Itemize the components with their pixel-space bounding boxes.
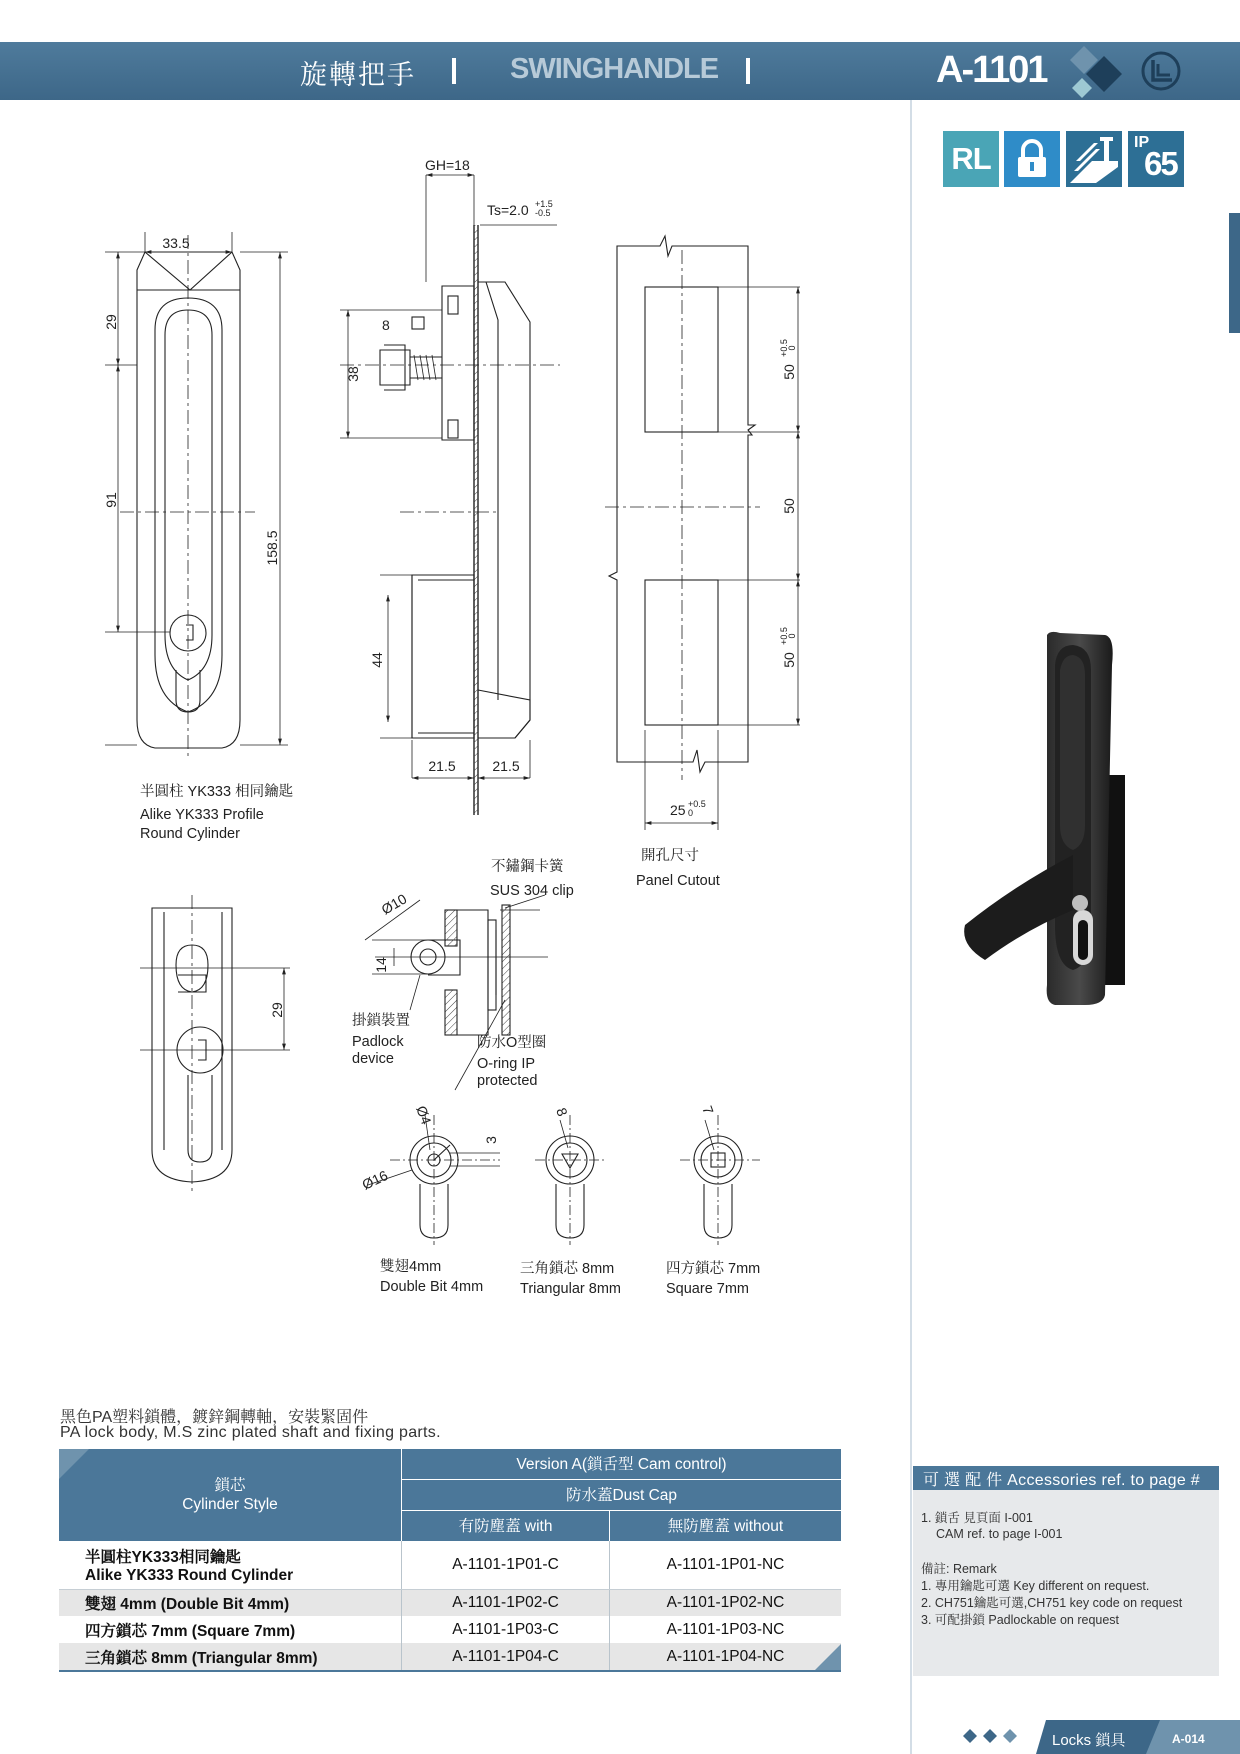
table-divider [401, 1541, 402, 1670]
remark-heading: 備註: Remark [921, 1562, 997, 1576]
dim-ts: Ts=2.0 [487, 202, 529, 218]
corner-decoration-icon [59, 1449, 89, 1479]
cylinder-label-cn: 半圓柱 YK333 相同鑰匙 [140, 784, 294, 800]
dim-cutout-25-sup: +0.5 [688, 799, 706, 809]
cell-style: 三角鎖芯 8mm (Triangular 8mm) [59, 1643, 401, 1670]
table-header-dustcap: 防水蓋Dust Cap [402, 1480, 841, 1510]
cell-with: A-1101-1P01-C [402, 1541, 609, 1589]
padlock-icon [1004, 131, 1060, 187]
dim-215-left: 21.5 [428, 758, 456, 774]
dim-cutout-50-top-sup: +0.5 [779, 339, 789, 357]
header-cylinder-en: Cylinder Style [182, 1496, 278, 1513]
section-tab [1229, 213, 1240, 333]
ip-badge [1128, 131, 1184, 187]
rl-badge: RL [943, 131, 999, 187]
table-divider [609, 1541, 610, 1670]
cylinder-label-en: Alike YK333 Profile [140, 807, 264, 823]
dim-cutout-50-bottom: 50 [781, 652, 797, 668]
dim-ts-sup: +1.5 [535, 199, 553, 209]
table-bottom-rule [59, 1670, 841, 1672]
table-divider [59, 1589, 841, 1590]
dim-triangle-8: 8 [553, 1105, 571, 1119]
cell-without: A-1101-1P03-NC [610, 1616, 841, 1643]
double-bit-label-en: Double Bit 4mm [380, 1279, 484, 1295]
dim-ts-sub: -0.5 [535, 208, 551, 218]
padlock-label-en: Padlock [352, 1034, 404, 1050]
accessories-title: 可 選 配 件 Accessories ref. to page # [913, 1466, 1219, 1490]
header-cylinder-cn: 鎖芯 [214, 1477, 246, 1494]
dim-cutout-50-top-sub: 0 [787, 345, 797, 351]
door-panel-icon [1066, 131, 1122, 187]
sidebar-divider [910, 100, 912, 1754]
header-divider [452, 58, 456, 84]
table-header-without: 無防塵蓋 without [610, 1511, 841, 1541]
cell-without: A-1101-1P01-NC [610, 1541, 841, 1589]
lock-badge [1004, 131, 1060, 187]
footer-section-label: Locks 鎖具 [1052, 1732, 1126, 1749]
cell-without: A-1101-1P04-NC [610, 1643, 841, 1670]
oring-label-en2: protected [477, 1073, 538, 1089]
accessory-item: 1. 鎖舌 見頁面 I-001 [921, 1511, 1033, 1525]
triangular-label-en: Triangular 8mm [520, 1281, 621, 1297]
door-mount-badge [1066, 131, 1122, 187]
dim-gh: GH=18 [425, 157, 470, 173]
cell-style-cn: 半圓柱YK333相同鑰匙 [85, 1549, 241, 1566]
oring-label-cn: 防水O型圈 [477, 1035, 547, 1051]
double-bit-label-cn: 雙翅4mm [380, 1259, 442, 1275]
dim-width: 33.5 [162, 235, 190, 251]
dim-44: 44 [369, 652, 385, 668]
cell-with: A-1101-1P03-C [402, 1616, 609, 1643]
remark-item: 3. 可配掛鎖 Padlockable on request [921, 1613, 1120, 1627]
cell-style-en: Alike YK333 Round Cylinder [85, 1567, 294, 1584]
table-header-version: Version A(鎖舌型 Cam control) [402, 1449, 841, 1479]
header-divider [746, 58, 750, 84]
footer-diamonds-icon [962, 1728, 1024, 1744]
description-en: PA lock body, M.S zinc plated shaft and fixing parts. [60, 1424, 441, 1441]
clip-label-en: SUS 304 clip [490, 883, 574, 899]
dim-d16: Ø16 [359, 1167, 391, 1193]
page-number: A-014 [1172, 1732, 1205, 1746]
remark-item: 2. CH751鑰匙可選,CH751 key code on request [921, 1596, 1183, 1610]
header-title-en: SWINGHANDLE [510, 53, 719, 85]
dim-cutout-50-bottom-sup: +0.5 [779, 627, 789, 645]
cell-with: A-1101-1P02-C [402, 1589, 609, 1616]
cutout-label-en: Panel Cutout [636, 873, 720, 889]
dim-d10: Ø10 [378, 890, 410, 918]
remark-item: 1. 專用鑰匙可選 Key different on request. [921, 1579, 1150, 1593]
cutout-label-cn: 開孔尺寸 [641, 848, 699, 864]
diamond-decoration-icon [1062, 42, 1132, 100]
cell-style: 四方鎖芯 7mm (Square 7mm) [59, 1616, 401, 1643]
part-number-table [59, 1449, 841, 1675]
clip-label-cn: 不鏽鋼卡簧 [491, 859, 564, 875]
accessory-item-en: CAM ref. to page I-001 [936, 1527, 1063, 1541]
header-title-cn: 旋轉把手 [300, 60, 416, 90]
square-label-en: Square 7mm [666, 1281, 750, 1297]
padlock-label-cn: 掛鎖裝置 [352, 1013, 410, 1029]
description-cn: 黑色PA塑料鎖體，鍍鋅鋼轉軸，安裝緊固件 [60, 1409, 369, 1426]
dim-cutout-50-top: 50 [781, 364, 797, 380]
dim-cutout-50-mid: 50 [781, 498, 797, 514]
product-photo [955, 625, 1145, 1015]
dim-d4: Ø4 [413, 1103, 435, 1127]
technical-drawing [0, 100, 905, 1310]
cell-with: A-1101-1P04-C [402, 1643, 609, 1670]
padlock-label-en2: device [352, 1051, 394, 1067]
dim-top-height: 29 [103, 314, 119, 330]
ip-rating: 65 [1144, 145, 1177, 182]
dim-square-7: 7 [699, 1103, 717, 1117]
square-label-cn: 四方鎖芯 7mm [666, 1261, 761, 1277]
dim-cutout-25-sub: 0 [688, 808, 694, 818]
dim-3: 3 [483, 1136, 499, 1144]
dim-cutout-25: 25 [670, 802, 686, 818]
cell-style: 雙翅 4mm (Double Bit 4mm) [59, 1589, 401, 1616]
corner-decoration-icon [815, 1644, 841, 1670]
dim-mid-height: 91 [103, 492, 119, 508]
dim-cutout-50-bottom-sub: 0 [787, 633, 797, 639]
oring-label-en: O-ring IP [477, 1056, 536, 1072]
dim-38: 38 [345, 366, 361, 382]
model-code: A-1101 [936, 49, 1047, 91]
ip-label: IP [1134, 134, 1150, 151]
dim-215-right: 21.5 [492, 758, 520, 774]
triangular-label-cn: 三角鎖芯 8mm [520, 1261, 615, 1277]
table-row [59, 1541, 401, 1589]
cell-without: A-1101-1P02-NC [610, 1589, 841, 1616]
cylinder-label-en2: Round Cylinder [140, 826, 240, 842]
dim-square-8: 8 [382, 317, 390, 333]
dim-total-height: 158.5 [264, 530, 280, 566]
dim-29-lower: 29 [269, 1002, 285, 1018]
dim-14: 14 [373, 957, 389, 973]
company-logo-icon [1140, 50, 1182, 92]
table-header-cylinder [59, 1449, 401, 1541]
table-header-with: 有防塵蓋 with [402, 1511, 609, 1541]
